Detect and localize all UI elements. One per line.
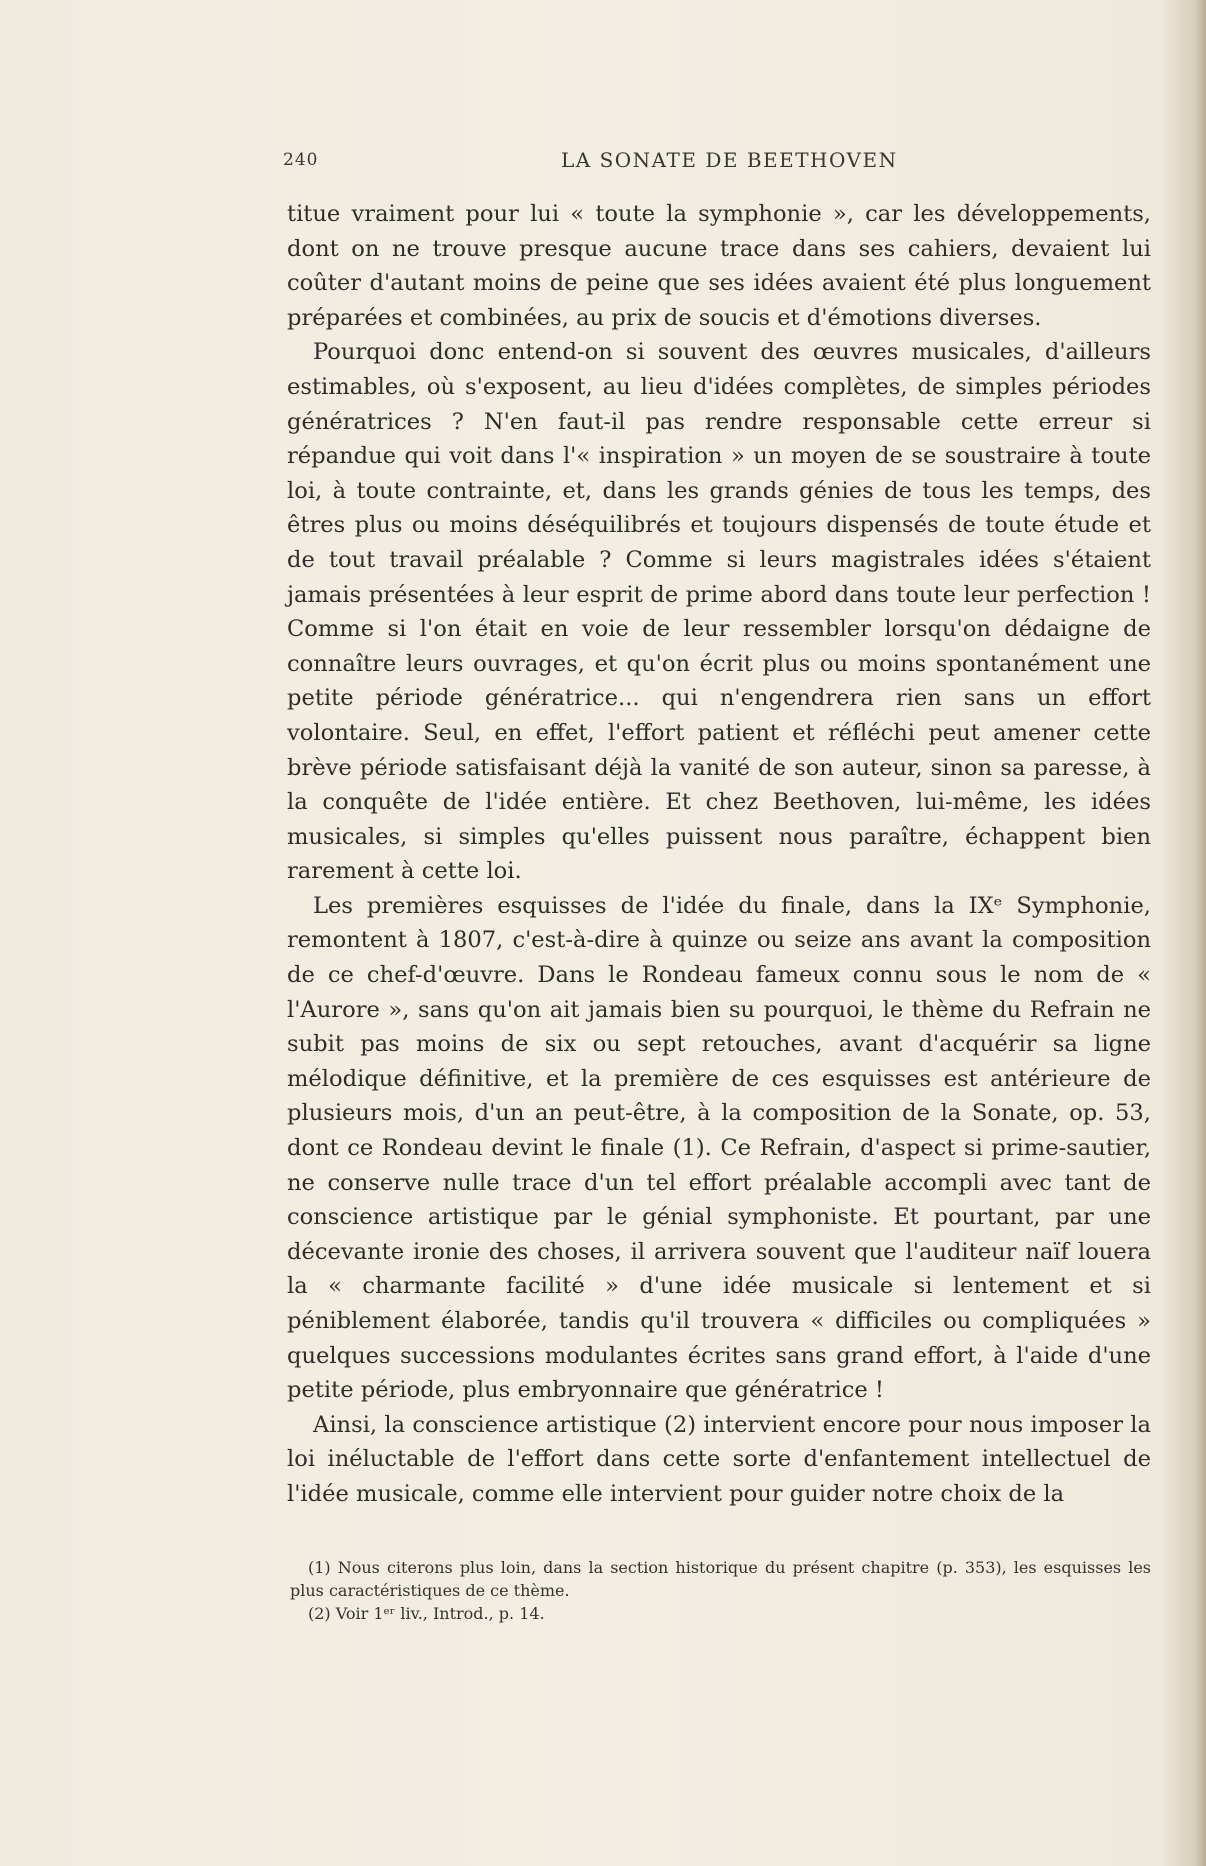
paragraph: titue vraiment pour lui « toute la symphonie », car les développements, dont on ne trouve presque aucune trace dans ses cahiers, devaient lui coûter d'autant moins de peine que ses idées avaient été plus longuement préparées et combinées, au prix de soucis et d'émotions diverses. [287,201,1151,331]
paragraph: Ainsi, la conscience artistique (2) intervient encore pour nous imposer la loi inéluctable de l'effort dans cette sorte d'enfantement intellectuel de l'idée musicale, comme elle intervient pour guider notre choix de la [287,1411,1151,1507]
page-header [283,146,1151,176]
footnote: (2) Voir 1ᵉʳ liv., Introd., p. 14. [308,1604,545,1623]
paragraph: Les premières esquisses de l'idée du finale, dans la IXᵉ Symphonie, remontent à 1807, c'est-à-dire à quinze ou seize ans avant la composition de ce chef-d'œuvre. Dans le Rondeau fameux connu sous le nom de « l'Aurore », sans qu'on ait jamais bien su pourquoi, le thème du Refrain ne subit pas moins de six ou sept retouches, avant d'acquérir sa ligne mélodique définitive, et la première de ces esquisses est antérieure de plusieurs mois, d'un an peut-être, à la composition de la Sonate, op. 53, dont ce Rondeau devint le finale (1). Ce Refrain, d'aspect si prime-sautier, ne conserve nulle trace d'un tel effort préalable accompli avec tant de conscience artistique par le génial symphoniste. Et pourtant, par une décevante ironie des choses, il arrivera souvent que l'auditeur naïf louera la « charmante facilité » d'une idée musicale si lentement et si péniblement élaborée, tandis qu'il trouvera « difficiles ou compliquées » quelques successions modulantes écrites sans grand effort, à l'aide d'une petite période, plus embryonnaire que génératrice ! [287,892,1151,1404]
footnotes [290,1556,1151,1625]
main-text [287,197,1151,1512]
footnote: (1) Nous citerons plus loin, dans la section historique du présent chapitre (p. 353), les esquisses les plus caractéristiques de ce thème. [290,1558,1151,1600]
paragraph: Pourquoi donc entend-on si souvent des œuvres musicales, d'ailleurs estimables, où s'exposent, au lieu d'idées complètes, de simples périodes génératrices ? N'en faut-il pas rendre responsable cette erreur si répandue qui voit dans l'« inspiration » un moyen de se soustraire à toute loi, à toute contrainte, et, dans les grands génies de tous les temps, des êtres plus ou moins déséquilibrés et toujours dispensés de toute étude et de tout travail préalable ? Comme si leurs magistrales idées s'étaient jamais présentées à leur esprit de prime abord dans toute leur perfection ! Comme si l'on était en voie de leur ressembler lorsqu'on dédaigne de connaître leurs ouvrages, et qu'on écrit plus ou moins spontanément une petite période génératrice... qui n'engendrera rien sans un effort volontaire. Seul, en effet, l'effort patient et réfléchi peut amener cette brève période satisfaisant déjà la vanité de son auteur, sinon sa paresse, à la conquête de l'idée entière. Et chez Beethoven, lui-même, les idées musicales, si simples qu'elles puissent nous paraître, échappent bien rarement à cette loi. [287,339,1151,885]
running-title: LA SONATE DE BEETHOVEN [561,148,898,172]
page-number: 240 [283,150,319,170]
